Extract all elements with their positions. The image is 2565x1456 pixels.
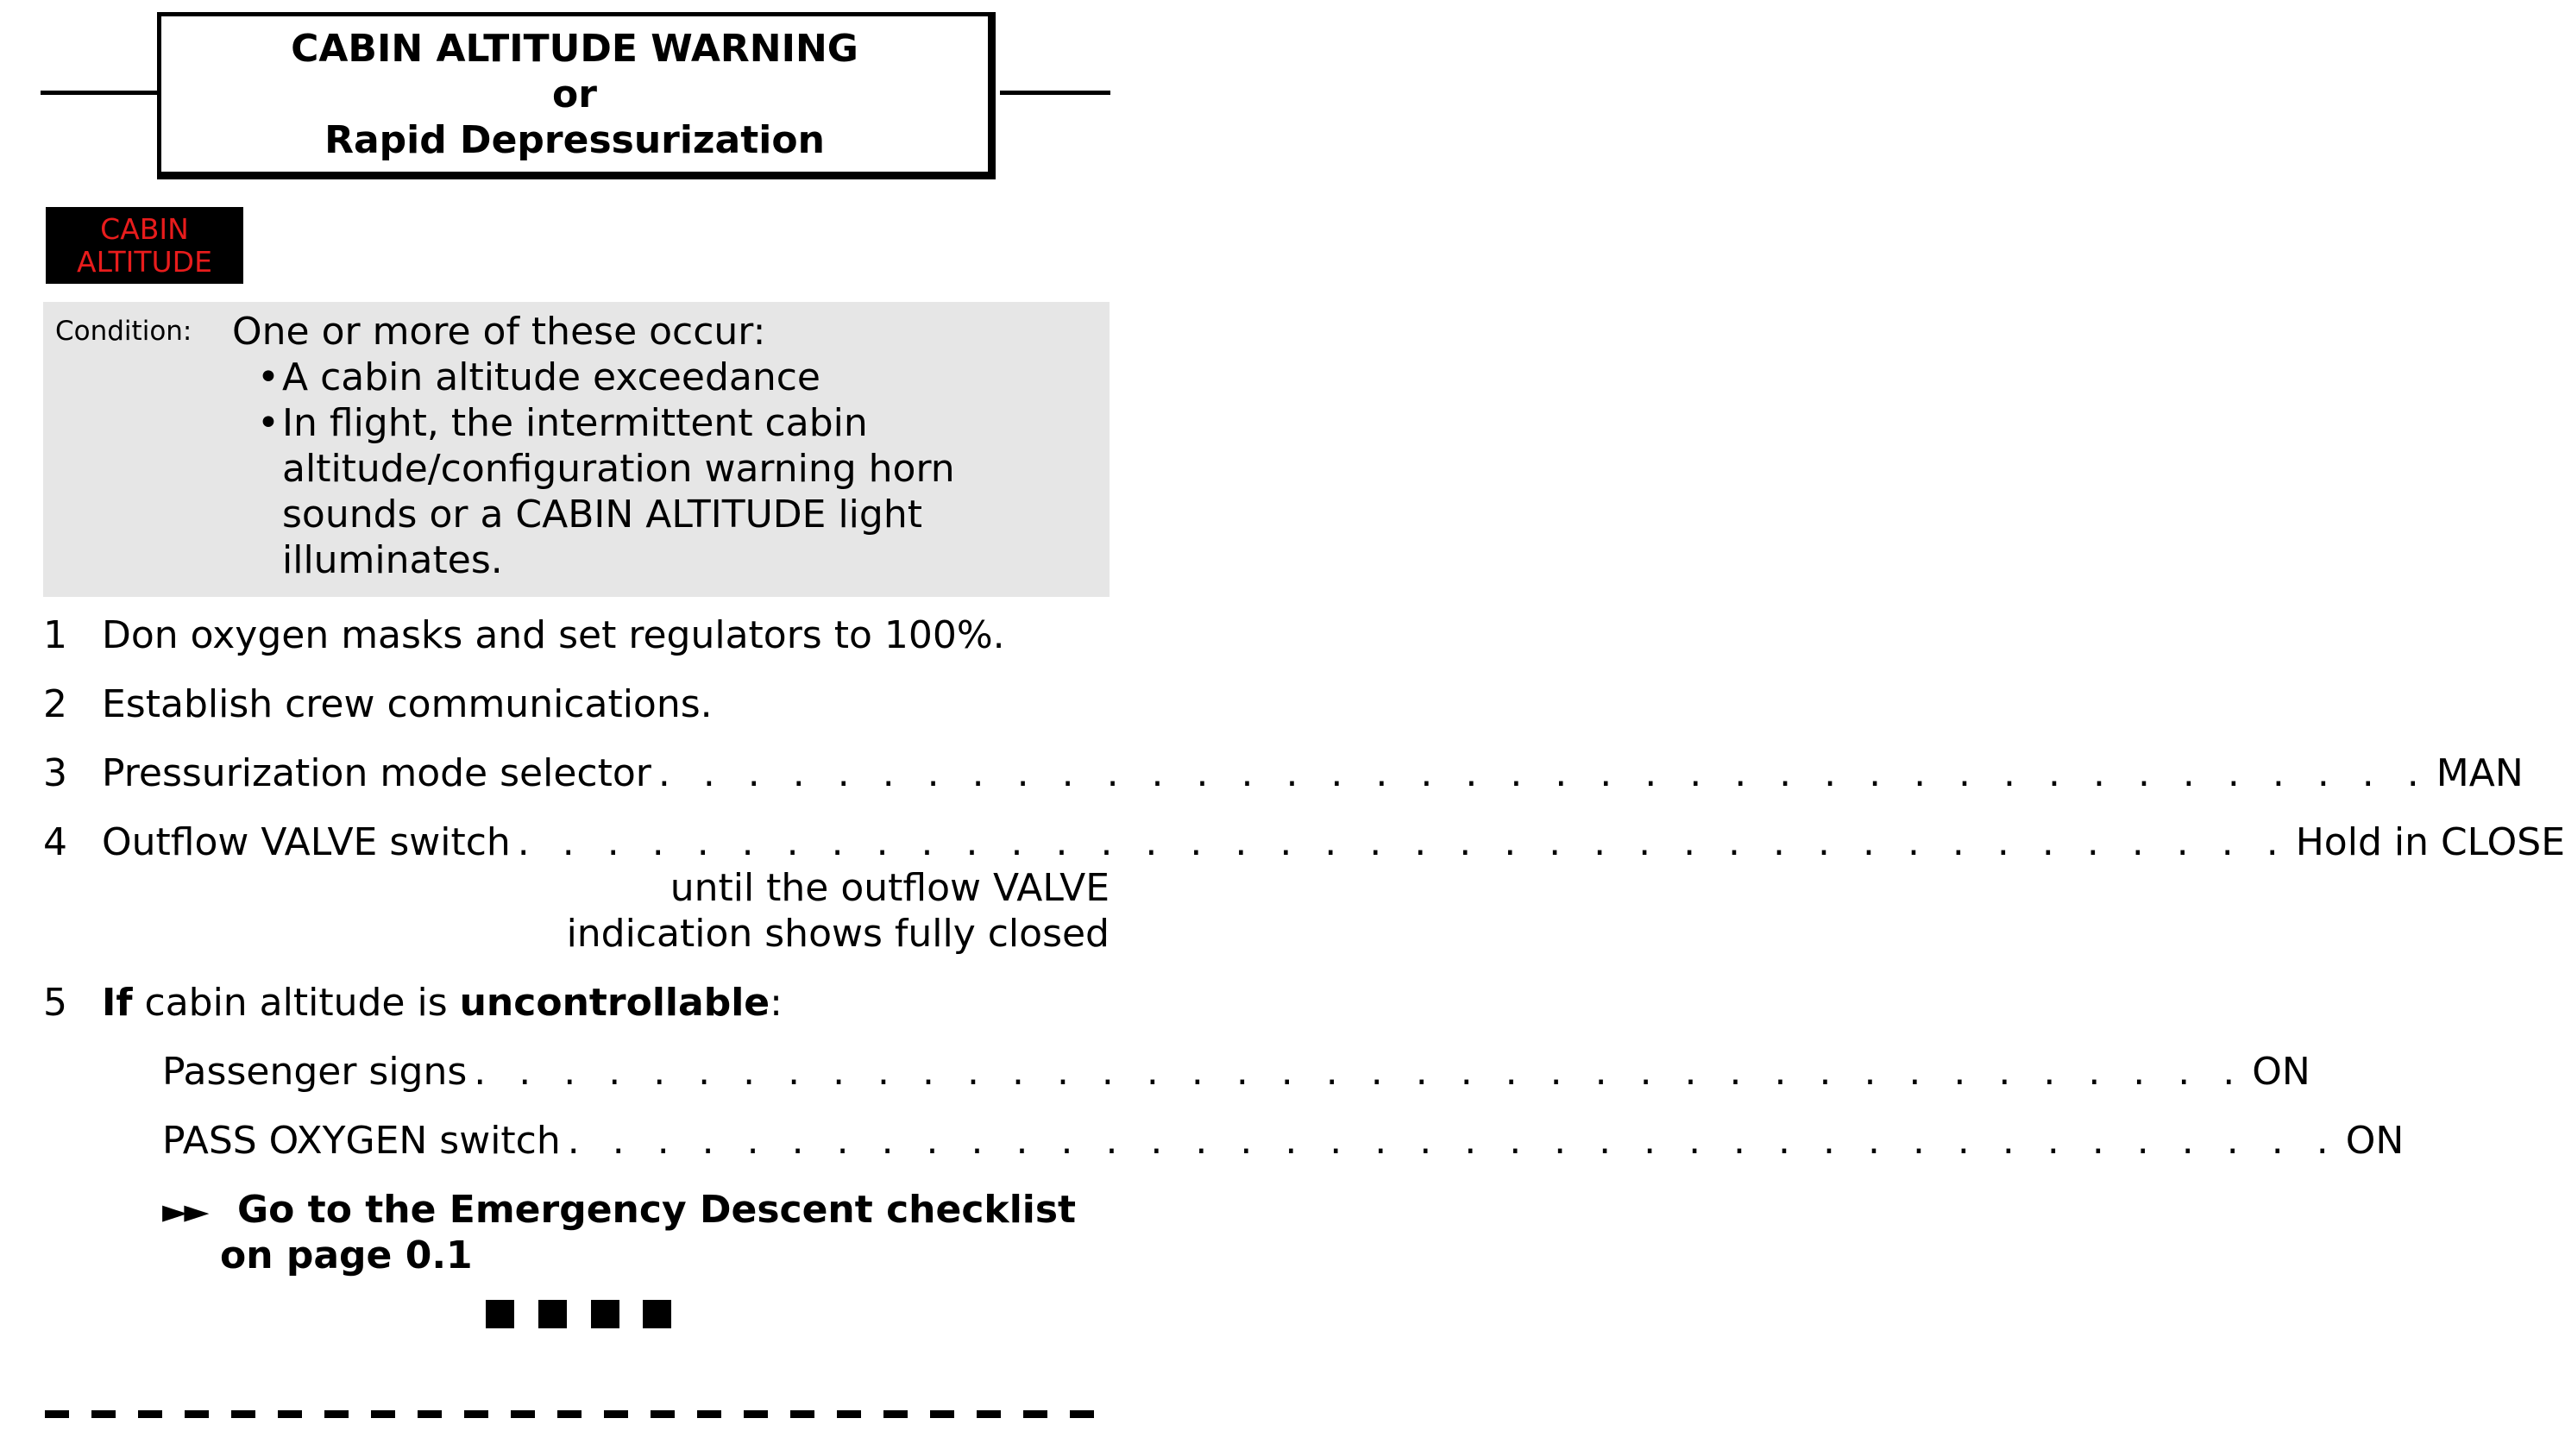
title-rule-right [1000, 91, 1110, 95]
condition-label: Condition: [55, 316, 192, 347]
substep-1-leader: . . . . . . . . . . . . . . . . . . . . . . . . . . . . . . . . . . . . . . . . [474, 1050, 2246, 1094]
step-4-value-cont-1: until the outflow VALVE [670, 866, 1110, 910]
step-3-value: MAN [2436, 751, 2524, 795]
end-square-icon-4 [643, 1300, 671, 1328]
step-4-value-cont-2: indication shows fully closed [566, 912, 1110, 956]
goto-arrows-icon: ►► [162, 1192, 206, 1230]
checklist-title-line1: CABIN ALTITUDE WARNING [291, 26, 858, 71]
step-1-text: Don oxygen masks and set regulators to 100%. [102, 613, 1005, 657]
substep-passenger-signs [162, 1049, 2310, 1095]
step-4-row [102, 819, 2565, 865]
condition-box [43, 302, 1110, 597]
step-4-leader: . . . . . . . . . . . . . . . . . . . . . . . . . . . . . . . . . . . . . . . . [517, 820, 2289, 864]
goto-line1: Go to the Emergency Descent checklist [237, 1188, 1077, 1232]
end-square-icon-1 [486, 1300, 514, 1328]
condition-intro: One or more of these occur: [232, 310, 766, 354]
step-5-bold-word: uncontrollable [459, 981, 770, 1025]
step-3-leader: . . . . . . . . . . . . . . . . . . . . . . . . . . . . . . . . . . . . . . . . [657, 751, 2430, 795]
substep-pass-oxygen [162, 1118, 2405, 1164]
checklist-title-line2: or [552, 72, 597, 116]
checklist-title-line3: Rapid Depressurization [324, 117, 825, 162]
annunciator-line1: CABIN [100, 211, 189, 246]
step-3-item: Pressurization mode selector [102, 751, 651, 795]
step-4-value: Hold in CLOSE [2295, 820, 2565, 864]
annunciator-line2: ALTITUDE [77, 244, 212, 279]
step-5-number: 5 [43, 981, 67, 1025]
substep-2-item: PASS OXYGEN switch [162, 1119, 561, 1163]
step-5-text [102, 980, 783, 1026]
substep-1-item: Passenger signs [162, 1050, 468, 1094]
condition-bullet-2-line2: altitude/configuration warning horn [282, 447, 955, 491]
step-5-if: If [102, 981, 133, 1025]
step-2-number: 2 [43, 682, 67, 726]
cabin-altitude-annunciator [46, 207, 243, 284]
step-5-mid: cabin altitude is [132, 981, 460, 1025]
step-3-row [102, 750, 2524, 796]
goto-emergency-descent [162, 1187, 1076, 1234]
condition-bullet-2-line3: sounds or a CABIN ALTITUDE light [282, 493, 922, 537]
checklist-title-box [157, 12, 996, 179]
end-square-icon-2 [538, 1300, 567, 1328]
step-5-end: : [770, 981, 783, 1025]
substep-2-leader: . . . . . . . . . . . . . . . . . . . . . . . . . . . . . . . . . . . . . . . . [567, 1119, 2339, 1163]
condition-bullet-2-line1: In flight, the intermittent cabin [282, 401, 868, 445]
condition-bullet-1: A cabin altitude exceedance [282, 355, 820, 399]
substep-1-value: ON [2252, 1050, 2310, 1094]
step-4-item: Outflow VALVE switch [102, 820, 511, 864]
step-3-number: 3 [43, 751, 67, 795]
step-4-number: 4 [43, 820, 67, 864]
bullet-glyph-2: • [257, 401, 280, 445]
condition-bullet-2-line4: illuminates. [282, 538, 503, 582]
title-rule-left [41, 91, 160, 95]
step-2-text: Establish crew communications. [102, 682, 713, 726]
step-1-number: 1 [43, 613, 67, 657]
end-square-icon-3 [591, 1300, 619, 1328]
page-dashed-separator [45, 1410, 1111, 1418]
bullet-glyph-1: • [257, 355, 280, 399]
goto-line2: on page 0.1 [220, 1233, 473, 1277]
substep-2-value: ON [2345, 1119, 2405, 1163]
